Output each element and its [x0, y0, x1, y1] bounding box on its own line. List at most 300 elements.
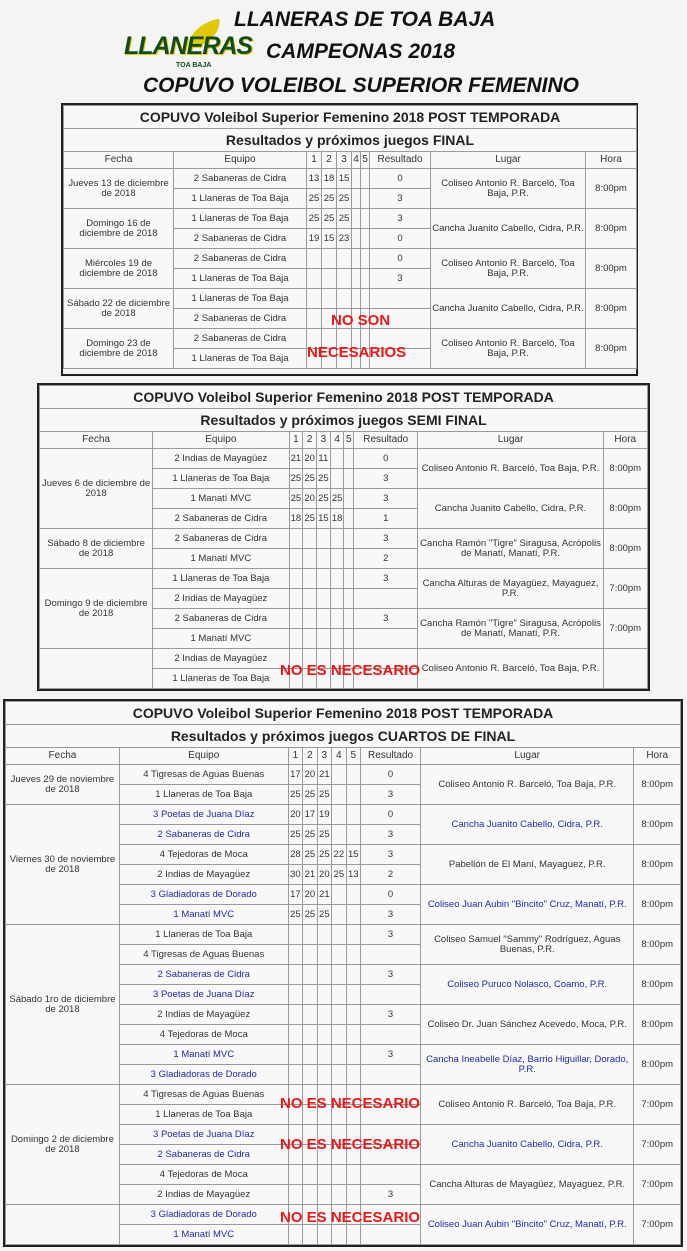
- set-score: 25: [337, 189, 352, 209]
- result-value: 0: [361, 885, 421, 905]
- team-name: 1 Llaneras de Toa Baja: [174, 269, 307, 289]
- set-score: [289, 569, 303, 589]
- team-name: 3 Poetas de Juana Díaz: [119, 1125, 288, 1145]
- set-score: 25: [317, 845, 331, 865]
- match-venue: Coliseo Antonio R. Barceló, Toa Baja, P.R.: [418, 449, 603, 489]
- col-set4: 4: [332, 748, 346, 765]
- cuartos-not-needed-3: NO ES NECESARIO: [280, 1209, 421, 1226]
- team-name: 3 Gladiadoras de Dorado: [119, 885, 288, 905]
- set-score: [288, 1025, 302, 1045]
- match-time: 8:00pm: [634, 1005, 681, 1045]
- set-score: [289, 549, 303, 569]
- set-score: [317, 1225, 331, 1245]
- set-score: [307, 249, 322, 269]
- set-score: [344, 529, 354, 549]
- set-score: [288, 1045, 302, 1065]
- set-score: 25: [303, 469, 317, 489]
- set-score: [303, 1065, 317, 1085]
- result-value: [361, 1165, 421, 1185]
- set-score: 20: [317, 865, 331, 885]
- team-name: 1 Llaneras de Toa Baja: [153, 569, 289, 589]
- set-score: [346, 1045, 360, 1065]
- set-score: [346, 925, 360, 945]
- match-date: Domingo 9 de diciembre de 2018: [40, 569, 153, 649]
- set-score: [303, 965, 317, 985]
- match-time: 7:00pm: [634, 1125, 681, 1165]
- col-set1: 1: [307, 152, 322, 169]
- col-lugar: Lugar: [418, 432, 603, 449]
- set-score: [330, 629, 344, 649]
- set-score: [317, 1065, 331, 1085]
- team-name: 3 Poetas de Juana Díaz: [119, 805, 288, 825]
- set-score: 25: [317, 905, 331, 925]
- team-name: 4 Tejedoras de Moca: [119, 1025, 288, 1045]
- table-row: [64, 289, 637, 309]
- team-name: 4 Tigresas de Aguas Buenas: [119, 945, 288, 965]
- set-score: 22: [332, 845, 346, 865]
- table-row: [6, 925, 681, 945]
- set-score: 21: [303, 865, 317, 885]
- match-time: 7:00pm: [634, 1205, 681, 1245]
- set-score: [289, 629, 303, 649]
- col-set1: 1: [288, 748, 302, 765]
- match-venue: Cancha Juanito Cabello, Cidra, P.R.: [431, 209, 586, 249]
- col-hora: Hora: [603, 432, 647, 449]
- set-score: [346, 1225, 360, 1245]
- set-score: [307, 269, 322, 289]
- team-name: 1 Llaneras de Toa Baja: [174, 289, 307, 309]
- match-time: 8:00pm: [586, 289, 637, 329]
- match-venue: Cancha Juanito Cabello, Cidra, P.R.: [421, 805, 634, 845]
- set-score: 20: [303, 489, 317, 509]
- team-name: 2 Sabaneras de Cidra: [119, 825, 288, 845]
- col-fecha: Fecha: [40, 432, 153, 449]
- set-score: [303, 589, 317, 609]
- set-score: [346, 965, 360, 985]
- set-score: [317, 569, 331, 589]
- header-subtitle: CAMPEONAS 2018: [266, 40, 456, 63]
- col-set4: 4: [330, 432, 344, 449]
- team-name: 1 Manatí MVC: [153, 489, 289, 509]
- set-score: [303, 1025, 317, 1045]
- result-value: 0: [370, 169, 431, 189]
- result-value: [370, 289, 431, 309]
- set-score: 19: [307, 229, 322, 249]
- set-score: 25: [303, 509, 317, 529]
- set-score: 20: [288, 805, 302, 825]
- set-score: [322, 249, 337, 269]
- match-venue: Cancha Ramón "Tigre" Siragusa, Acrópolis de Manatí, Manatí, P.R.: [418, 529, 603, 569]
- col-resultado: Resultado: [361, 748, 421, 765]
- match-venue: Cancha Alturas de Mayagüez, Mayaguez, P.R.: [421, 1165, 634, 1205]
- col-set4: 4: [352, 152, 361, 169]
- logo-subtext: TOA BAJA: [176, 62, 212, 69]
- team-name: 1 Manatí MVC: [153, 549, 289, 569]
- col-resultado: Resultado: [353, 432, 418, 449]
- team-name: 2 Sabaneras de Cidra: [153, 509, 289, 529]
- set-score: [332, 965, 346, 985]
- set-score: 15: [346, 845, 360, 865]
- set-score: 25: [317, 469, 331, 489]
- result-value: 0: [361, 805, 421, 825]
- set-score: [346, 1185, 360, 1205]
- set-score: 25: [303, 905, 317, 925]
- page-header: [0, 0, 687, 100]
- result-value: 0: [370, 249, 431, 269]
- team-name: 3 Poetas de Juana Díaz: [119, 985, 288, 1005]
- team-name: 1 Llaneras de Toa Baja: [174, 189, 307, 209]
- set-score: [332, 825, 346, 845]
- set-score: 30: [288, 865, 302, 885]
- result-value: 3: [353, 489, 418, 509]
- set-score: 28: [288, 845, 302, 865]
- team-name: 1 Llaneras de Toa Baja: [174, 349, 307, 369]
- team-name: 1 Llaneras de Toa Baja: [153, 669, 289, 689]
- set-score: [361, 229, 370, 249]
- set-score: 17: [288, 885, 302, 905]
- set-score: 25: [322, 209, 337, 229]
- match-time: 8:00pm: [586, 209, 637, 249]
- col-lugar: Lugar: [431, 152, 586, 169]
- set-score: [330, 449, 344, 469]
- match-venue: Coliseo Juan Aubin "Bincito" Cruz, Manatí, P.R.: [421, 1205, 634, 1245]
- team-name: 2 Indias de Mayagüez: [119, 865, 288, 885]
- col-set1: 1: [289, 432, 303, 449]
- col-hora: Hora: [634, 748, 681, 765]
- team-name: 2 Sabaneras de Cidra: [174, 169, 307, 189]
- set-score: 20: [303, 885, 317, 905]
- semi-subtitle: Resultados y próximos juegos SEMI FINAL: [40, 409, 648, 432]
- set-score: [303, 1005, 317, 1025]
- set-score: 25: [317, 489, 331, 509]
- result-value: 3: [361, 785, 421, 805]
- team-name: 3 Gladiadoras de Dorado: [119, 1065, 288, 1085]
- set-score: [361, 209, 370, 229]
- match-time: 7:00pm: [603, 569, 647, 609]
- match-date: Viernes 30 de noviembre de 2018: [6, 805, 120, 925]
- final-not-needed-line1: NO SON: [331, 312, 391, 329]
- result-value: 3: [353, 469, 418, 489]
- result-value: 3: [361, 1005, 421, 1025]
- set-score: [330, 589, 344, 609]
- match-venue: Coliseo Dr. Juan Sánchez Acevedo, Moca, P.R.: [421, 1005, 634, 1045]
- team-name: 2 Indias de Mayagüez: [153, 649, 289, 669]
- result-value: 3: [353, 529, 418, 549]
- set-score: [317, 925, 331, 945]
- set-score: [344, 589, 354, 609]
- match-time: 7:00pm: [634, 1165, 681, 1205]
- team-name: 2 Sabaneras de Cidra: [153, 529, 289, 549]
- team-name: 1 Llaneras de Toa Baja: [174, 209, 307, 229]
- semi-title: COPUVO Voleibol Superior Femenino 2018 POST TEMPORADA: [40, 386, 648, 409]
- set-score: [361, 289, 370, 309]
- match-venue: Coliseo Puruco Nolasco, Coamo, P.R.: [421, 965, 634, 1005]
- match-date: [40, 649, 153, 689]
- match-date: Miércoles 19 de diciembre de 2018: [64, 249, 174, 289]
- match-venue: Cancha Juanito Cabello, Cidra, P.R.: [431, 289, 586, 329]
- match-time: 8:00pm: [634, 965, 681, 1005]
- set-score: 25: [303, 825, 317, 845]
- team-name: 2 Sabaneras de Cidra: [174, 229, 307, 249]
- set-score: [317, 1165, 331, 1185]
- result-value: [361, 1065, 421, 1085]
- set-score: [344, 629, 354, 649]
- result-value: 3: [370, 209, 431, 229]
- col-set2: 2: [322, 152, 337, 169]
- set-score: [288, 945, 302, 965]
- match-date: Sábado 8 de diciembre de 2018: [40, 529, 153, 569]
- col-hora: Hora: [586, 152, 637, 169]
- set-score: [344, 509, 354, 529]
- set-score: 25: [330, 489, 344, 509]
- set-score: [332, 1045, 346, 1065]
- team-name: 1 Llaneras de Toa Baja: [119, 925, 288, 945]
- set-score: 15: [322, 229, 337, 249]
- set-score: 23: [337, 229, 352, 249]
- set-score: [317, 1045, 331, 1065]
- team-name: 3 Gladiadoras de Dorado: [119, 1205, 288, 1225]
- set-score: 25: [307, 209, 322, 229]
- set-score: [303, 985, 317, 1005]
- set-score: 25: [288, 905, 302, 925]
- set-score: [288, 965, 302, 985]
- result-value: 2: [353, 549, 418, 569]
- col-set3: 3: [317, 748, 331, 765]
- match-date: Domingo 16 de diciembre de 2018: [64, 209, 174, 249]
- set-score: 18: [322, 169, 337, 189]
- set-score: [330, 469, 344, 489]
- set-score: [346, 1005, 360, 1025]
- table-row: [40, 569, 648, 589]
- col-equipo: Equipo: [153, 432, 289, 449]
- set-score: [346, 885, 360, 905]
- set-score: [361, 249, 370, 269]
- set-score: 18: [330, 509, 344, 529]
- set-score: [288, 1065, 302, 1085]
- set-score: [352, 229, 361, 249]
- set-score: [317, 1025, 331, 1045]
- result-value: 3: [353, 609, 418, 629]
- set-score: [330, 549, 344, 569]
- set-score: [346, 985, 360, 1005]
- team-name: 2 Indias de Mayagüez: [153, 589, 289, 609]
- result-value: [353, 629, 418, 649]
- team-name: 2 Sabaneras de Cidra: [174, 329, 307, 349]
- result-value: [361, 1225, 421, 1245]
- set-score: [361, 169, 370, 189]
- result-value: 3: [361, 905, 421, 925]
- team-name: 1 Manatí MVC: [119, 905, 288, 925]
- team-name: 2 Sabaneras de Cidra: [174, 249, 307, 269]
- result-value: [353, 589, 418, 609]
- llaneras-logo: [124, 22, 253, 70]
- result-value: 3: [370, 269, 431, 289]
- set-score: [332, 925, 346, 945]
- set-score: 20: [303, 449, 317, 469]
- set-score: [322, 269, 337, 289]
- set-score: 25: [288, 785, 302, 805]
- set-score: [332, 885, 346, 905]
- result-value: 3: [361, 1185, 421, 1205]
- cuartos-not-needed-2: NO ES NECESARIO: [280, 1136, 421, 1153]
- col-set3: 3: [317, 432, 331, 449]
- team-name: 2 Sabaneras de Cidra: [119, 1145, 288, 1165]
- set-score: [332, 785, 346, 805]
- set-score: [352, 169, 361, 189]
- final-table: [63, 105, 637, 369]
- result-value: 0: [370, 229, 431, 249]
- col-fecha: Fecha: [6, 748, 120, 765]
- team-name: 2 Indias de Mayagüez: [119, 1185, 288, 1205]
- set-score: [344, 469, 354, 489]
- set-score: 21: [289, 449, 303, 469]
- set-score: [337, 249, 352, 269]
- set-score: [352, 189, 361, 209]
- match-venue: Cancha Alturas de Mayagüez, Mayaguez, P.R.: [418, 569, 603, 609]
- set-score: [317, 589, 331, 609]
- match-venue: Coliseo Antonio R. Barceló, Toa Baja, P.R.: [421, 1085, 634, 1125]
- match-date: [6, 1205, 120, 1245]
- result-value: 0: [361, 765, 421, 785]
- table-row: [64, 249, 637, 269]
- match-date: Domingo 2 de diciembre de 2018: [6, 1085, 120, 1205]
- match-venue: Pabellón de El Maní, Mayaguez, P.R.: [421, 845, 634, 885]
- table-row: [6, 765, 681, 785]
- match-venue: Coliseo Antonio R. Barceló, Toa Baja, P.R.: [421, 765, 634, 805]
- result-value: 2: [361, 865, 421, 885]
- set-score: [330, 609, 344, 629]
- set-score: [352, 269, 361, 289]
- table-row: [64, 209, 637, 229]
- cuartos-subtitle: Resultados y próximos juegos CUARTOS DE FINAL: [6, 725, 681, 748]
- match-venue: Coliseo Samuel "Sammy" Rodríguez, Aguas Buenas, P.R.: [421, 925, 634, 965]
- set-score: [307, 309, 322, 329]
- col-resultado: Resultado: [370, 152, 431, 169]
- team-name: 4 Tigresas de Aguas Buenas: [119, 765, 288, 785]
- match-time: 7:00pm: [634, 1085, 681, 1125]
- match-venue: Cancha Juanito Cabello, Cidra, P.R.: [421, 1125, 634, 1165]
- cuartos-not-needed-1: NO ES NECESARIO: [280, 1095, 421, 1112]
- set-score: [317, 1185, 331, 1205]
- set-score: [288, 1185, 302, 1205]
- set-score: [303, 1045, 317, 1065]
- final-title: COPUVO Voleibol Superior Femenino 2018 POST TEMPORADA: [64, 106, 637, 129]
- final-subtitle: Resultados y próximos juegos FINAL: [64, 129, 637, 152]
- match-time: 8:00pm: [634, 925, 681, 965]
- set-score: [317, 1005, 331, 1025]
- team-name: 2 Sabaneras de Cidra: [153, 609, 289, 629]
- col-set3: 3: [337, 152, 352, 169]
- set-score: [344, 609, 354, 629]
- set-score: [322, 289, 337, 309]
- set-score: [346, 1025, 360, 1045]
- set-score: [303, 529, 317, 549]
- set-score: 21: [317, 765, 331, 785]
- set-score: [303, 945, 317, 965]
- set-score: [303, 1185, 317, 1205]
- team-name: 2 Indias de Mayagüez: [119, 1005, 288, 1025]
- match-date: Sábado 22 de diciembre de 2018: [64, 289, 174, 329]
- set-score: [332, 1185, 346, 1205]
- match-time: 8:00pm: [603, 449, 647, 489]
- match-venue: Coliseo Antonio R. Barceló, Toa Baja, P.R.: [431, 329, 586, 369]
- match-time: 8:00pm: [634, 765, 681, 805]
- col-equipo: Equipo: [119, 748, 288, 765]
- match-date: Jueves 29 de noviembre de 2018: [6, 765, 120, 805]
- col-set2: 2: [303, 432, 317, 449]
- set-score: [303, 1225, 317, 1245]
- set-score: 25: [317, 825, 331, 845]
- col-lugar: Lugar: [421, 748, 634, 765]
- logo-wordmark: LLANERAS: [124, 32, 253, 60]
- set-score: [361, 269, 370, 289]
- team-name: 1 Llaneras de Toa Baja: [153, 469, 289, 489]
- team-name: 4 Tigresas de Aguas Buenas: [119, 1085, 288, 1105]
- set-score: 25: [317, 785, 331, 805]
- col-set5: 5: [346, 748, 360, 765]
- match-time: 8:00pm: [586, 169, 637, 209]
- set-score: [288, 1165, 302, 1185]
- set-score: [332, 1165, 346, 1185]
- team-name: 4 Tejedoras de Moca: [119, 1165, 288, 1185]
- match-venue: Cancha Juanito Cabello, Cidra, P.R.: [418, 489, 603, 529]
- set-score: [317, 529, 331, 549]
- set-score: [289, 589, 303, 609]
- set-score: 18: [289, 509, 303, 529]
- set-score: [332, 805, 346, 825]
- set-score: [288, 985, 302, 1005]
- set-score: [332, 1065, 346, 1085]
- set-score: 20: [303, 765, 317, 785]
- set-score: 13: [307, 169, 322, 189]
- team-name: 4 Tejedoras de Moca: [119, 845, 288, 865]
- col-set2: 2: [303, 748, 317, 765]
- set-score: [317, 609, 331, 629]
- set-score: [303, 569, 317, 589]
- match-venue: Coliseo Juan Aubin "Bincito" Cruz, Manatí, P.R.: [421, 885, 634, 925]
- set-score: [346, 1165, 360, 1185]
- result-value: 1: [353, 509, 418, 529]
- match-venue: Coliseo Antonio R. Barceló, Toa Baja, P.R.: [431, 169, 586, 209]
- set-score: 21: [317, 885, 331, 905]
- team-name: 2 Indias de Mayagüez: [153, 449, 289, 469]
- set-score: [346, 765, 360, 785]
- result-value: 3: [353, 569, 418, 589]
- set-score: 25: [288, 825, 302, 845]
- result-value: [361, 1025, 421, 1045]
- set-score: [344, 449, 354, 469]
- set-score: [346, 805, 360, 825]
- semi-not-needed: NO ES NECESARIO: [280, 662, 421, 679]
- set-score: [352, 289, 361, 309]
- set-score: 25: [303, 785, 317, 805]
- set-score: 15: [337, 169, 352, 189]
- set-score: 11: [317, 449, 331, 469]
- set-score: 17: [303, 805, 317, 825]
- match-date: Domingo 23 de diciembre de 2018: [64, 329, 174, 369]
- team-name: 1 Llaneras de Toa Baja: [119, 785, 288, 805]
- team-name: 2 Sabaneras de Cidra: [119, 965, 288, 985]
- set-score: [346, 905, 360, 925]
- match-time: 8:00pm: [634, 805, 681, 845]
- set-score: [303, 925, 317, 945]
- team-name: 1 Manatí MVC: [153, 629, 289, 649]
- set-score: 25: [337, 209, 352, 229]
- set-score: [344, 549, 354, 569]
- header-title: LLANERAS DE TOA BAJA: [234, 8, 496, 31]
- set-score: 19: [317, 805, 331, 825]
- match-time: 8:00pm: [603, 489, 647, 529]
